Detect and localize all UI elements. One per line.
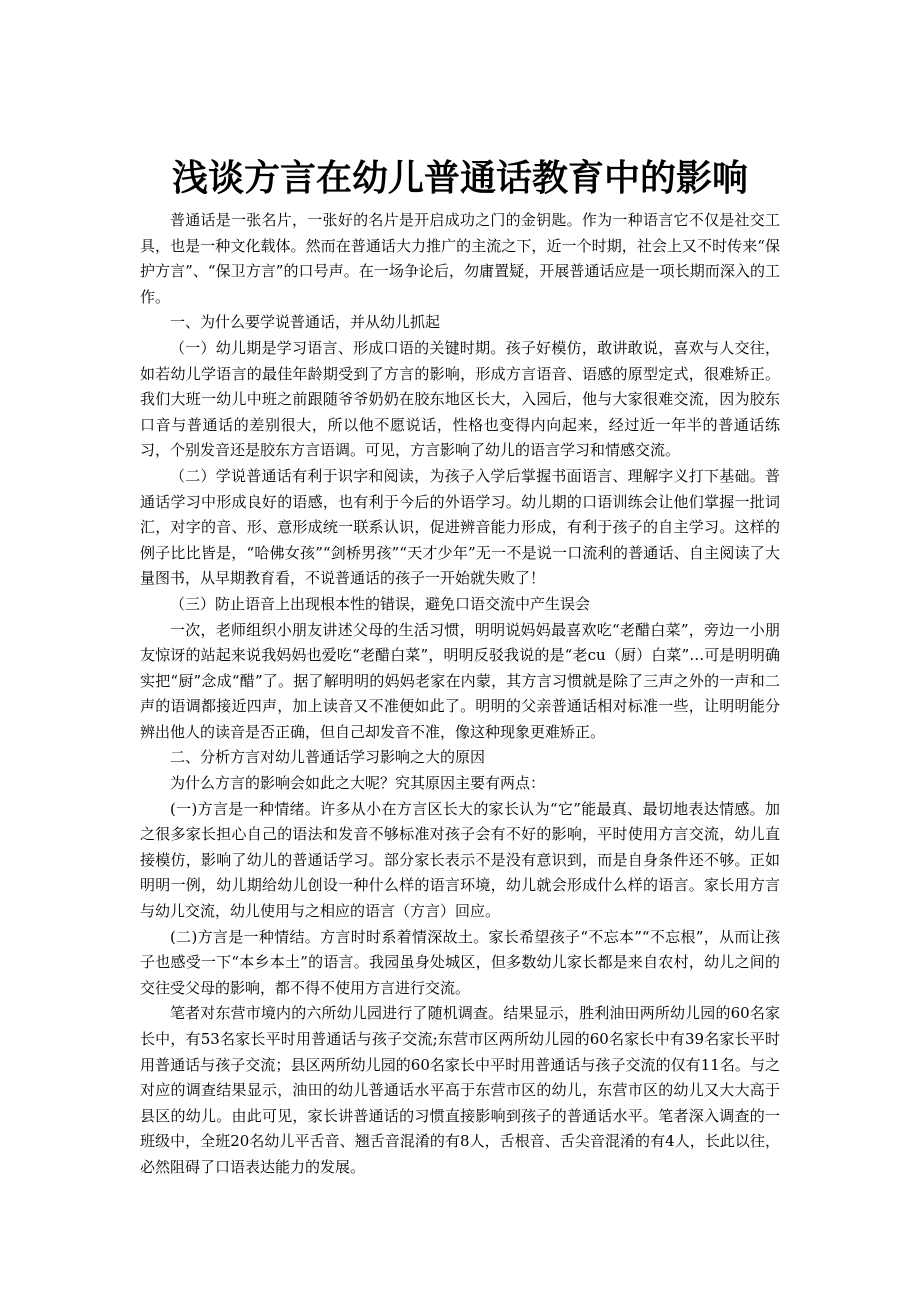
paragraph-1-2: （二）学说普通话有利于识字和阅读，为孩子入学后掌握书面语言、理解字义打下基础。普通话学习中形成良好的语感，也有利于今后的外语学习。幼儿期的口语训练会让他们掌握一批词汇，对字的音、形、意形成统一联系认识，促进辨音能力形成，有利于孩子的自主学习。这样的例子比比皆是，“哈佛女孩”“剑桥男孩”“天才少年”无一不是说一口流利的普通话、自主阅读了大量图书，从早期教育看，不说普通话的孩子一开始就失败了！ [140, 466, 780, 588]
paragraph-2-2: (二)方言是一种情结。方言时时系着情深故土。家长希望孩子“不忘本”“不忘根”，从而让孩子也感受一下“本乡本土”的语言。我园虽身处城区，但多数幼儿家长都是来自农村，幼儿之间的交往受父母的影响，都不得不使用方言进行交流。 [140, 927, 780, 997]
paragraph-intro: 普通话是一张名片，一张好的名片是开启成功之门的金钥匙。作为一种语言它不仅是社交工具，也是一种文化载体。然而在普通话大力推广的主流之下，近一个时期，社会上又不时传来“保护方言”、“保卫方言”的口号声。在一场争论后，勿庸置疑，开展普通话应是一项长期而深入的工作。 [140, 211, 780, 306]
paragraph-1-1: （一）幼儿期是学习语言、形成口语的关键时期。孩子好模仿，敢讲敢说，喜欢与人交往，如若幼儿学语言的最佳年龄期受到了方言的影响，形成方言语音、语感的原型定式，很难矫正。我们大班一幼儿中班之前跟随爷爷奶奶在胶东地区长大，入园后，他与大家很难交流，因为胶东口音与普通话的差别很大，所以他不愿说话，性格也变得内向起来，经过近一年半的普通话练习，个别发音还是胶东方言语调。可见，方言影响了幼儿的语言学习和情感交流。 [140, 338, 780, 460]
paragraph-2-1: (一)方言是一种情绪。许多从小在方言区长大的家长认为“它”能最真、最切地表达情感。加之很多家长担心自己的语法和发音不够标准对孩子会有不好的影响，平时使用方言交流，幼儿直接模仿，影响了幼儿的普通话学习。部分家长表示不是没有意识到，而是自身条件还不够。正如明明一例，幼儿期给幼儿创设一种什么样的语言环境，幼儿就会形成什么样的语言。家长用方言与幼儿交流，幼儿使用与之相应的语言（方言）回应。 [140, 799, 780, 921]
paragraph-1-3-example: 一次，老师组织小朋友讲述父母的生活习惯，明明说妈妈最喜欢吃“老醋白菜”，旁边一小朋友惊讶的站起来说我妈妈也爱吃“老醋白菜”，明明反驳我说的是“老cu（厨）白菜”…可是明明确实把“厨”念成“醋”了。据了解明明的妈妈老家在内蒙，其方言习惯就是除了三声之外的一声和二声的语调都接近四声，加上读音又不准便如此了。明明的父亲普通话相对标准一些，让明明能分辨出他人的读音是否正确，但自己却发音不准，像这种现象更难矫正。 [140, 620, 780, 741]
paragraph-2-intro: 为什么方言的影响会如此之大呢？究其原因主要有两点： [170, 774, 546, 793]
section-heading-2: 二、分析方言对幼儿普通话学习影响之大的原因 [170, 748, 486, 767]
document-title: 浅谈方言在幼儿普通话教育中的影响 [171, 158, 748, 199]
paragraph-survey: 笔者对东营市境内的六所幼儿园进行了随机调查。结果显示，胜利油田两所幼儿园的60名家长中，有53名家长平时用普通话与孩子交流;东营市区两所幼儿园的60名家长中有39名家长平时用普通话与孩子交流；县区两所幼儿园的60名家长中平时用普通话与孩子交流的仅有11名。与之对应的调查结果显示，油田的幼儿普通话水平高于东营市区的幼儿，东营市区的幼儿又大大高于县区的幼儿。由此可见，家长讲普通话的习惯直接影响到孩子的普通话水平。笔者深入调查的一班级中，全班20名幼儿平舌音、翘舌音混淆的有8人，舌根音、舌尖音混淆的有4人，长此以往，必然阻碍了口语表达能力的发展。 [140, 1004, 780, 1176]
document-page [140, 150, 780, 1181]
section-heading-1: 一、为什么要学说普通话，并从幼儿抓起 [170, 313, 441, 332]
paragraph-1-3-heading: （三）防止语音上出现根本性的错误，避免口语交流中产生误会 [170, 594, 591, 613]
